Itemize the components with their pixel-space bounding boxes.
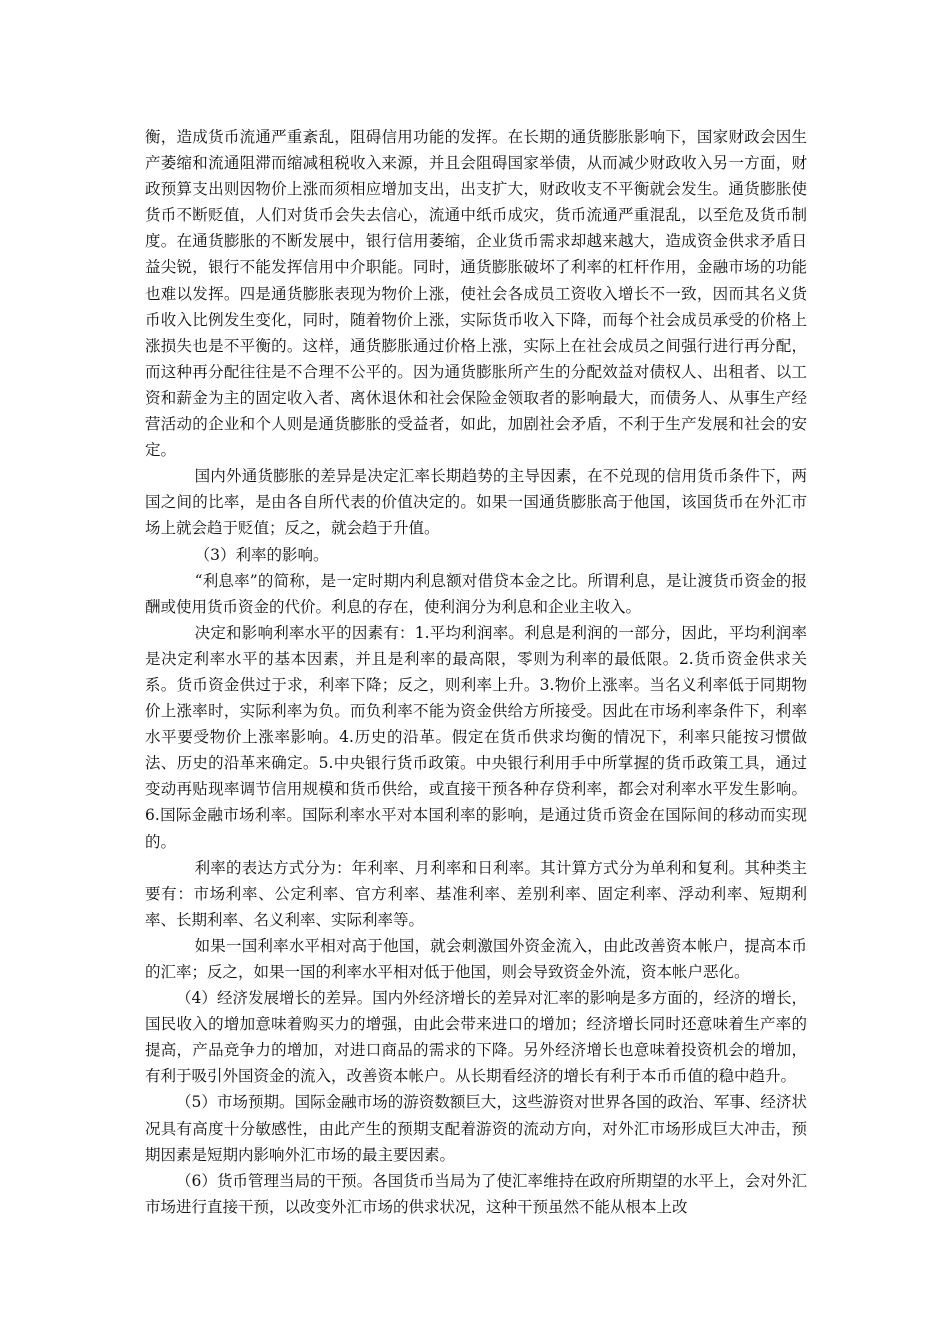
paragraph-interest-rate-capital-flow: 如果一国利率水平相对高于他国，就会刺激国外资金流入，由此改善资本帐户，提高本币的汇率；反之，如果一国的利率水平相对低于他国，则会导致资金外流，资本帐户恶化。 xyxy=(145,936,807,981)
paragraph-inflation-effects: 衡，造成货币流通严重紊乱，阻碍信用功能的发挥。在长期的通货膨胀影响下，国家财政会因生产萎缩和流通阻滞而缩减租税收入来源，并且会阻碍国家举债，从而减少财政收入另一方面，财政预算支出则因物价上涨而须相应增加支出，出支扩大，财政收支不平衡就会发生。通货膨胀使货币不断贬值，人们对货币会失去信心，流通中纸币成灾，货币流通严重混乱，以至危及货币制度。在通货膨胀的不断发展中，银行信用萎缩，企业货币需求却越来越大，造成资金供求矛盾日益尖锐，银行不能发挥信用中介职能。同时，通货膨胀破坏了利率的杠杆作用，金融市场的功能也难以发挥。四是通货膨胀表现为物价上涨，使社会各成员工资收入增长不一致，因而其名义货币收入比例发生变化，同时，随着物价上涨，实际货币收入下降，而每个社会成员承受的价格上涨损失也是不平衡的。这样，通货膨胀通过价格上涨，实际上在社会成员之间强行进行再分配，而这种再分配往往是不合理不公平的。因为通货膨胀所产生的分配效益对债权人、出租者、以工资和薪金为主的固定收入者、离休退休和社会保险金领取者的影响最大，而债务人、从事生产经营活动的企业和个人则是通货膨胀的受益者，如此，加剧社会矛盾，不利于生产发展和社会的安定。 xyxy=(145,128,807,460)
paragraph-economic-growth: （4）经济发展增长的差异。国内外经济增长的差异对汇率的影响是多方面的，经济的增长，国民收入的增加意味着购买力的增强，由此会带来进口的增加；经济增长同时还意味着生产率的提高，产品竞争力的增加，对进口商品的需求的下降。另外经济增长也意味着投资机会的增加，有利于吸引外国资金的流入，改善资本帐户。从长期看经济的增长有利于本币币值的稳中趋升。 xyxy=(145,989,807,1086)
paragraph-inflation-difference: 国内外通货膨胀的差异是决定汇率长期趋势的主导因素，在不兑现的信用货币条件下，两国之间的比率，是由各自所代表的价值决定的。如果一国通货膨胀高于他国，该国货币在外汇市场上就会趋于贬值；反之，就会趋于升值。 xyxy=(145,467,807,538)
paragraph-interest-rate-types: 利率的表达方式分为：年利率、月利率和日利率。其计算方式分为单利和复利。其种类主要有：市场利率、公定利率、官方利率、基准利率、差别利率、固定利率、浮动利率、短期利率、长期利率、名义利率、实际利率等。 xyxy=(145,858,807,929)
heading-interest-rate-influence: （3）利率的影响。 xyxy=(194,545,329,564)
paragraph-interest-rate-definition: “利息率”的简称，是一定时期内利息额对借贷本金之比。所谓利息，是让渡货币资金的报酬或使用货币资金的代价。利息的存在，使利润分为利息和企业主收入。 xyxy=(145,571,807,616)
paragraph-market-expectations: （5）市场预期。国际金融市场的游资数额巨大，这些游资对世界各国的政治、军事、经济状况具有高度十分敏感性，由此产生的预期支配着游资的流动方向，对外汇市场形成巨大冲击，预期因素是短期内影响外汇市场的最主要因素。 xyxy=(145,1093,807,1164)
paragraph-interest-rate-factors: 决定和影响利率水平的因素有：1.平均利润率。利息是利润的一部分，因此，平均利润率是决定利率水平的基本因素，并且是利率的最高限，零则为利率的最低限。2.货币资金供求关系。货币资金供过于求，利率下降；反之，则利率上升。3.物价上涨率。当名义利率低于同期物价上涨率时，实际利率为负。而负利率不能为资金供给方所接受。因此在市场利率条件下，利率水平要受物价上涨率影响。4.历史的沿革。假定在货币供求均衡的情况下，利率只能按习惯做法、历史的沿革来确定。5.中央银行货币政策。中央银行利用手中所掌握的货币政策工具，通过变动再贴现率调节信用规模和货币供给，或直接干预各种存贷利率，都会对利率水平发生影响。6.国际金融市场利率。国际利率水平对本国利率的影响，是通过货币资金在国际间的移动而实现的。 xyxy=(145,623,807,851)
paragraph-authority-intervention: （6）货币管理当局的干预。各国货币当局为了使汇率维持在政府所期望的水平上，会对外汇市场进行直接干预，以改变外汇市场的供求状况，这种干预虽然不能从根本上改 xyxy=(145,1171,807,1216)
document-body xyxy=(145,124,807,1220)
